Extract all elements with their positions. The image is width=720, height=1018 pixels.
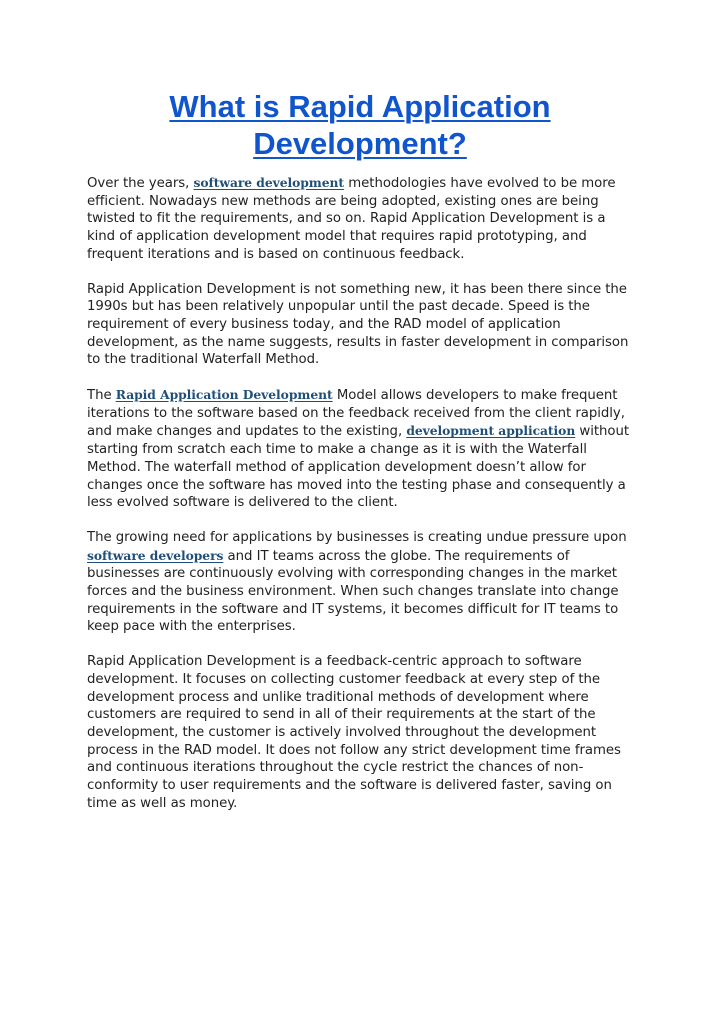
paragraph-3 xyxy=(87,386,635,512)
article-body xyxy=(87,174,635,830)
paragraph-1 xyxy=(87,174,635,264)
paragraph-4-text-before: The growing need for applications by businesses is creating undue pressure upon xyxy=(87,529,627,545)
paragraph-3-text-before: The xyxy=(87,388,116,404)
link-development-application[interactable]: development application xyxy=(406,423,576,439)
paragraph-3-text-middle: Model allows developers to make frequent iterations to the software based on the feedback received from the client rapidly, and make changes and updates to the existing, xyxy=(87,388,625,440)
paragraph-4 xyxy=(87,529,635,636)
paragraph-2: Rapid Application Development is not something new, it has been there since the 1990s but has been relatively unpopular until the past decade. Speed is the requirement of every business today, and the RAD model of application development, as the name suggests, results in faster development in comparison to the traditional Waterfall Method. xyxy=(87,281,629,368)
link-software-development[interactable]: software development xyxy=(193,175,345,190)
link-software-developers[interactable]: software developers xyxy=(87,547,224,563)
page-title: What is Rapid Application Development? xyxy=(169,89,551,161)
paragraph-3-text-after: without starting from scratch each time to make a change as it is with the Waterfall Method. The waterfall method of application development doesn’t allow for changes once the software has moved into the testing phase and consequently a less evolved software is delivered to the client. xyxy=(87,424,630,511)
paragraph-5: Rapid Application Development is a feedback-centric approach to software development. It focuses on collecting customer feedback at every step of the development process and unlike traditional methods of development where customers are required to send in all of their requirements at the start of the development, the customer is actively involved throughout the development process in the RAD model. It does not follow any strict development time frames and continuous iterations throughout the cycle restrict the chances of non-conformity to user requirements and the software is delivered faster, saving on time as well as money. xyxy=(87,654,621,811)
link-rapid-application-development[interactable]: Rapid Application Development xyxy=(115,387,333,403)
paragraph-1-text-before: Over the years, xyxy=(87,176,194,191)
paragraph-4-text-after: and IT teams across the globe. The requirements of businesses are continuously evolving with corresponding changes in the market forces and the business environment. When such changes translate into change requirements in the software and IT systems, it becomes difficult for IT teams to keep pace with the enterprises. xyxy=(87,548,619,635)
paragraph-1-text-after: methodologies have evolved to be more efficient. Nowadays new methods are being adopted, existing ones are being twisted to fit the requirements, and so on. Rapid Application Development is a kind of application development model that requires rapid prototyping, and frequent iterations and is based on continuous feedback. xyxy=(87,176,616,262)
